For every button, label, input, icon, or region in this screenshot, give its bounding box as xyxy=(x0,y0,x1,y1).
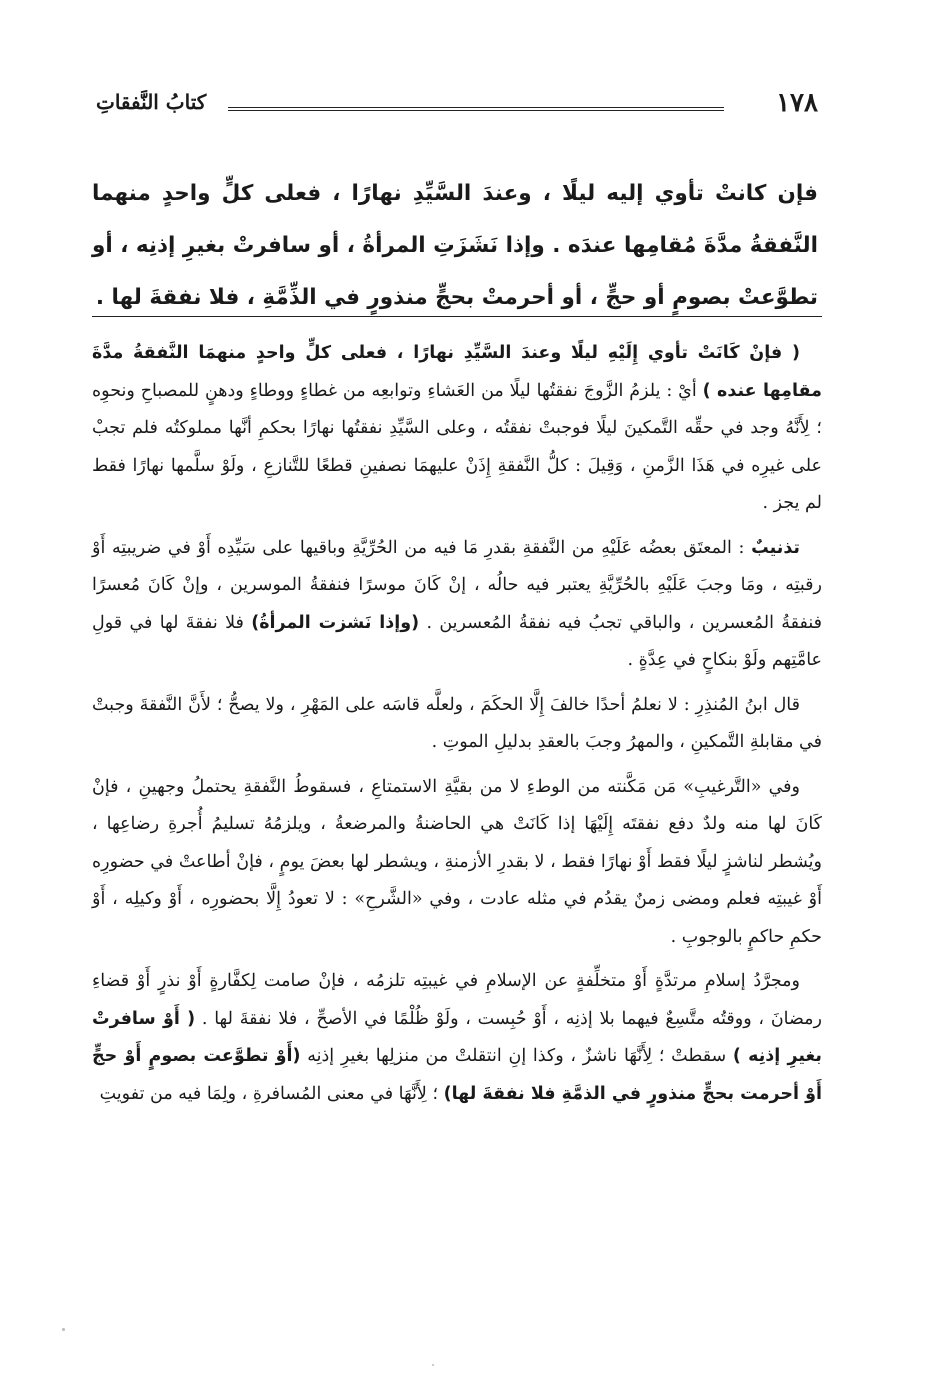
commentary-text: ؛ لِأَنَّهَا في معنى المُسافرةِ ، ولِمَا فيه من تفويتِ xyxy=(99,1083,444,1104)
main-text: فإن كانتْ تأوي إليه ليلًا ، وعندَ السَّيِّدِ نهارًا ، فعلى كلٍّ واحدٍ منهما النَّفقةُ مدَّةَ مُقامِها عندَه . وإذا نَشَزَتِ المرأةُ ، أو سافرتْ بغيرِ إذنِه ، أو تطوَّعتْ بصومٍ أو حجٍّ ، أو أحرمتْ بحجٍّ منذورٍ في الذِّمَّةِ ، فلا نفقةَ لها . xyxy=(92,181,818,310)
book-title: كتابُ النَّفقاتِ xyxy=(96,90,207,114)
commentary xyxy=(92,335,822,1120)
scan-speck xyxy=(62,1328,65,1331)
quoted-text: (أَوْ تطوَّعت بصومٍ أَوْ حجٍّ أَوْ أحرمت بحجٍّ منذورٍ في الذمَّةِ فلا نفقةَ لها) xyxy=(92,1046,822,1104)
page-number: ١٧٨ xyxy=(776,88,818,118)
quoted-text: ( أَوْ سافرتْ بغيرِ إذنِه ) xyxy=(92,1008,822,1066)
quoted-text: (وإذا نَشزت المرأةُ) xyxy=(251,612,420,633)
commentary-paragraph-2 xyxy=(92,530,822,680)
section-label: تذنيبٌ xyxy=(751,537,800,558)
page-header xyxy=(96,84,818,124)
commentary-text: فلا نفقةَ لها في قولِ عامَّتِهم ولَوْ بنكاحٍ في عِدَّةٍ . xyxy=(92,612,822,670)
scan-speck xyxy=(432,1364,434,1366)
header-rule xyxy=(228,107,724,111)
commentary-paragraph-5 xyxy=(92,963,822,1113)
commentary-paragraph-1 xyxy=(92,335,822,523)
commentary-paragraph-3: قال ابنُ المُنذِرِ : لا نعلمُ أحدًا خالفَ إِلَّا الحكَمَ ، ولعلَّه قاسَه على المَهْرِ ، ولا يصحُّ ؛ لأَنَّ النَّفقةَ وجبتْ في مقابلةِ التَّمكينِ ، والمهرُ وجبَ بالعقدِ بدليلِ الموتِ . xyxy=(92,694,822,752)
commentary-text: أيْ : يلزمُ الزَّوجَ نفقتُها ليلًا من العَشاءِ وتوابعِه من غطاءٍ ووطاءٍ ودهنٍ للمصباحِ ونحوِه ؛ لِأَنَّهُ وجد في حقِّه التَّمكينَ ليلًا فوجبتْ نفقتُه ، وعلى السَّيِّدِ نفقتُها نهارًا بحكمِ أنَّها مملوكتُه فلم تجبْ على غيرِه في هَذَا الزَّمنِ ، وَقِيلَ : كلُّ النَّفقةِ إِذَنْ عليهمَا نصفينِ قطعًا للتَّنازعِ ، ولَوْ سلَّمها نهارًا فقط لم يجز . xyxy=(92,380,822,513)
commentary-text: : المعتَق بعضُه عَلَيْهِ من النَّفقةِ بقدرِ مَا فيه من الحُرِّيَّةِ وباقيها على سَيِّدِه أَوْ في ضريبتِه أَوْ رقبتِه ، ومَا وجبَ عَلَيْهِ بالحُرِّيَّةِ يعتبر فيه حالُه ، إنْ كَانَ موسرًا فنفقةُ الموسرين ، وإنْ كَانَ مُعسرًا فنفقةُ المُعسرين ، والباقي تجبُ فيه نفقةُ المُعسرين . xyxy=(92,537,822,633)
commentary-text: سقطتْ ؛ لِأَنَّهَا ناشزٌ ، وكذا إنِ انتقلتْ من منزلِها بغيرِ إذنِه xyxy=(300,1046,733,1066)
quoted-text: ( فإنْ كَانَتْ تأوي إِلَيْهِ ليلًا وعندَ السَّيِّدِ نهارًا ، فعلى كلٍّ واحدٍ منهمَا النَّفقةُ مدَّةَ مقامِها عنده ) xyxy=(92,343,822,401)
main-text-divider xyxy=(92,316,822,317)
commentary-text: ومجرَّدُ إسلامِ مرتدَّةٍ أَوْ متخلِّفةٍ عن الإسلامِ في غيبتِه تلزمُه ، فإنْ صامت لِكفَّارةٍ أَوْ نذرٍ أَوْ قضاءِ رمضانَ ، ووقتُه متَّسِعٌ فيهما بلا إذنِه ، أَوْ حُبِست ، ولَوْ ظُلْمًا في الأصحِّ ، فلا نفقةَ لها . xyxy=(92,971,822,1029)
commentary-paragraph-4: وفي «التَّرغيبِ» مَن مَكَّنته من الوطءِ لا من بقيَّةِ الاستمتاعِ ، فسقوطُ النَّفقةِ يحتملُ وجهينِ ، فإنْ كَانَ لها منه ولدٌ دفع نفقتَه إِلَيْهَا إذا كَانَتْ هي الحاضنةُ والمرضعةُ ، ويلزمُهُ تسليمُ أُجرةِ رضاعِها ، ويُشطر لناشزٍ ليلًا فقط أَوْ نهارًا فقط ، لا بقدرِ الأزمنةِ ، ويشطر لها بعضَ يومٍ ، فإنْ أطاعتْ في حضورِه أَوْ غيبتِه فعلم ومضى زمنٌ يقدُم في مثله عادت ، وفي «الشَّرحِ» : لا تعودُ إِلَّا بحضورِه ، أَوْ وكيلِه ، أَوْ حكمِ حاكمٍ بالوجوبِ . xyxy=(92,776,822,947)
